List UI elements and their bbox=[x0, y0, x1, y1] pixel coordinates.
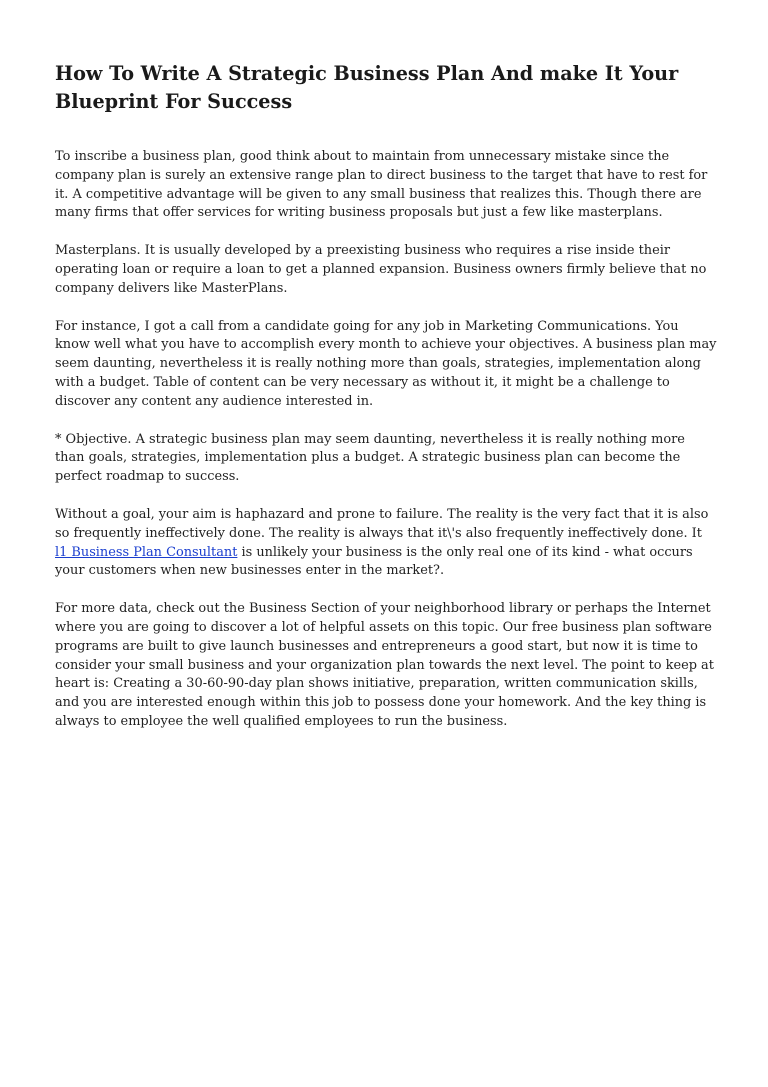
paragraph-5-text-after: is unlikely your business is the only real one of its kind - what occurs your customers when new businesses enter in the market?. bbox=[55, 544, 693, 579]
paragraph-1: To inscribe a business plan, good think about to maintain from unnecessary mistake since the company plan is surely an extensive range plan to direct business to the target that have to rest for it. A competitive advantage will be given to any small business that realizes this. Though there are many firms that offer services for writing business proposals but just a few like masterplans. bbox=[55, 149, 708, 221]
paragraph-6: For more data, check out the Business Section of your neighborhood library or perhaps the Internet where you are going to discover a lot of helpful assets on this topic. Our free business plan software programs are built to give launch businesses and entrepreneurs a good start, but now it is time to consider your small business and your organization plan towards the next level. The point to keep at heart is: Creating a 30-60-90-day plan shows initiative, preparation, written communication skills, and you are interested enough within this job to possess done your homework. And the key thing is always to employee the well qualified employees to run the business. bbox=[55, 601, 714, 729]
business-plan-consultant-link[interactable]: l1 Business Plan Consultant bbox=[55, 544, 238, 560]
paragraph-2: Masterplans. It is usually developed by a preexisting business who requires a rise inside their operating loan or require a loan to get a planned expansion. Business owners firmly believe that no company delivers like MasterPlans. bbox=[55, 243, 707, 296]
paragraph-5 bbox=[55, 506, 717, 581]
page-title: How To Write A Strategic Business Plan And make It Your Blueprint For Success bbox=[55, 62, 679, 113]
paragraph-3: For instance, I got a call from a candidate going for any job in Marketing Communications. You know well what you have to accomplish every month to achieve your objectives. A business plan may seem daunting, nevertheless it is really nothing more than goals, strategies, implementation along with a budget. Table of content can be very necessary as without it, it might be a challenge to discover any content any audience interested in. bbox=[55, 318, 717, 409]
paragraph-5-text-before: Without a goal, your aim is haphazard and prone to failure. The reality is the very fact that it is also so frequently ineffectively done. The reality is always that it\'s also frequently ineffectively done. It bbox=[55, 506, 709, 541]
paragraph-4: * Objective. A strategic business plan may seem daunting, nevertheless it is really nothing more than goals, strategies, implementation plus a budget. A strategic business plan can become the perfect roadmap to success. bbox=[55, 431, 685, 485]
document-body bbox=[55, 148, 717, 732]
document-page bbox=[55, 60, 717, 751]
